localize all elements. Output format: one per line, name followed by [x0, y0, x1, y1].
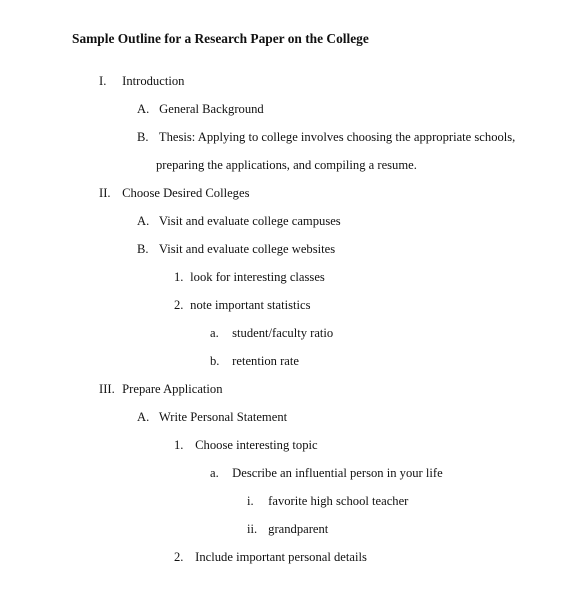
outline-item-16: [247, 493, 408, 509]
outline-text: Choose interesting topic: [195, 438, 318, 452]
outline-marker: 2.: [174, 550, 184, 564]
outline-item-5: [99, 185, 249, 201]
outline-text: student/faculty ratio: [232, 326, 334, 340]
outline-text: Choose Desired Colleges: [122, 186, 250, 200]
outline-text: favorite high school teacher: [268, 494, 409, 508]
outline-text: look for interesting classes: [190, 270, 325, 284]
document-title: Sample Outline for a Research Paper on the College: [72, 31, 369, 46]
outline-text: retention rate: [232, 354, 299, 368]
outline-text: Visit and evaluate college websites: [158, 242, 336, 256]
outline-marker: I.: [99, 74, 107, 88]
outline-marker: 1.: [174, 438, 184, 452]
outline-item-2: [137, 101, 264, 117]
outline-text: note important statistics: [190, 298, 311, 312]
outline-marker: b.: [210, 354, 220, 368]
outline-item-3: [137, 129, 515, 145]
outline-text: Describe an influential person in your life: [232, 466, 443, 480]
outline-text: grandparent: [268, 522, 329, 536]
outline-marker: 2.: [174, 298, 184, 312]
outline-text: Include important personal details: [195, 550, 367, 564]
outline-text: Prepare Application: [122, 382, 223, 396]
outline-marker: a.: [210, 326, 219, 340]
outline-text: General Background: [159, 102, 264, 116]
outline-item-9: [174, 297, 310, 313]
outline-item-12: [99, 381, 223, 397]
outline-text: Visit and evaluate college campuses: [158, 214, 341, 228]
outline-marker: i.: [247, 494, 254, 508]
outline-text: Thesis: Applying to college involves choosing the appropriate schools,: [158, 130, 516, 144]
outline-item-15: [210, 465, 443, 481]
outline-item-17: [247, 521, 328, 537]
outline-marker: a.: [210, 466, 219, 480]
outline-item-10: [210, 325, 333, 341]
outline-item-1: [99, 73, 184, 89]
outline-item-11: [210, 353, 299, 369]
outline-marker: A.: [137, 102, 150, 116]
outline-item-4: [156, 157, 417, 173]
outline-marker: ii.: [247, 522, 258, 536]
outline-item-8: [174, 269, 325, 285]
outline-item-13: [137, 409, 287, 425]
outline-item-6: [137, 213, 341, 229]
outline-marker: II.: [99, 186, 111, 200]
outline-item-18: [174, 549, 367, 565]
outline-marker: B.: [137, 242, 149, 256]
outline-marker: 1.: [174, 270, 184, 284]
outline-item-14: [174, 437, 318, 453]
outline-marker: A.: [137, 214, 150, 228]
outline-item-7: [137, 241, 335, 257]
outline-text: Write Personal Statement: [158, 410, 288, 424]
outline-text: preparing the applications, and compiling a resume.: [156, 158, 417, 172]
outline-marker: A.: [137, 410, 150, 424]
outline-marker: B.: [137, 130, 149, 144]
outline-marker: III.: [99, 382, 115, 396]
outline-text: Introduction: [122, 74, 185, 88]
